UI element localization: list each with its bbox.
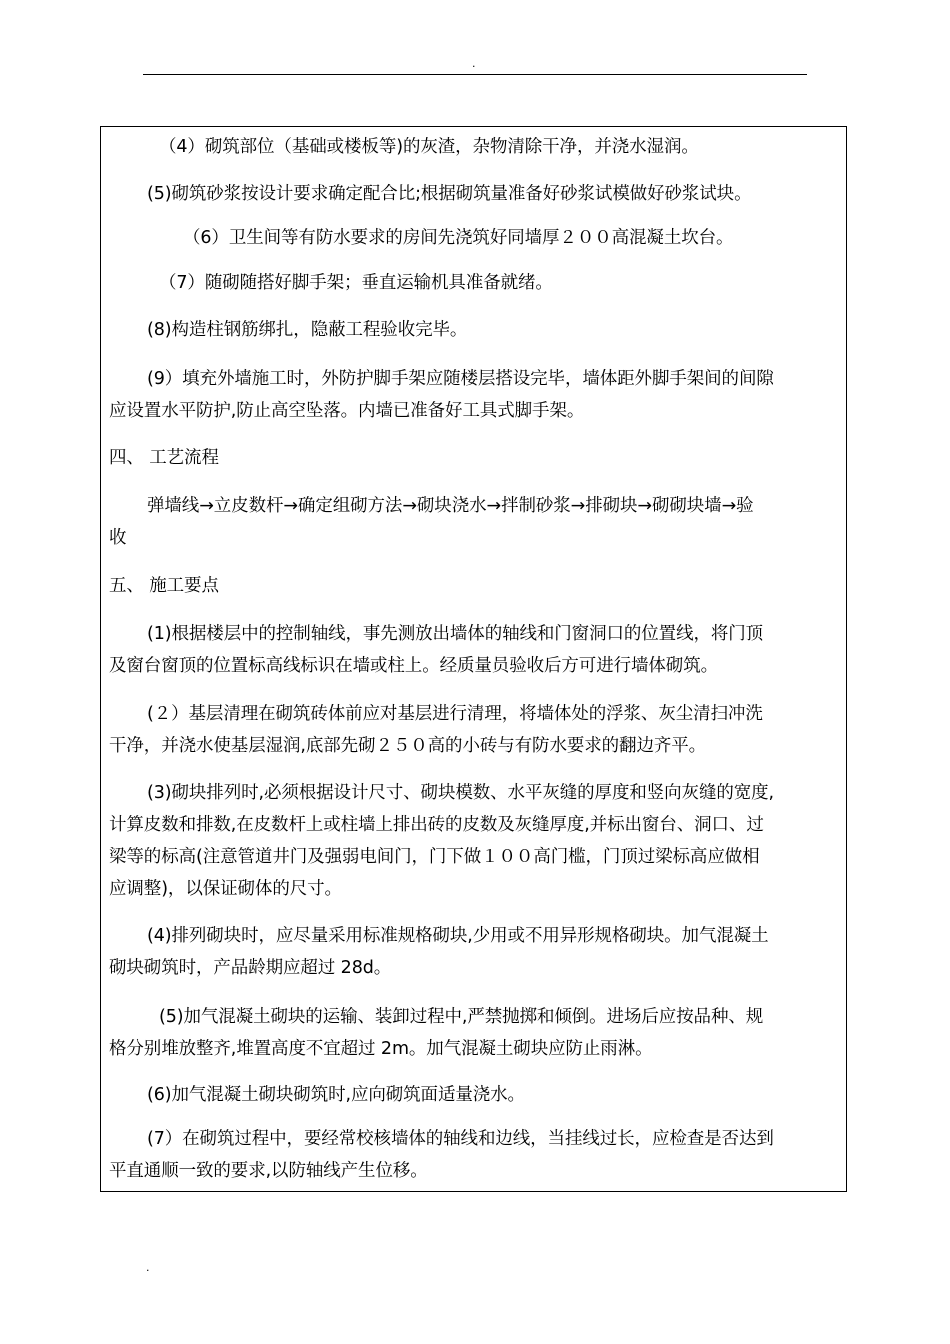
paragraph-prep-8 [109,314,841,346]
paragraph-line: (9）填充外墙施工时，外防护脚手架应随楼层搭设完毕，墙体距外脚手架间的间隙 [147,369,774,389]
paragraph-line: 梁等的标高(注意管道井门及强弱电间门，门下做１００高门槛，门顶过梁标高应做相 [109,847,760,867]
paragraph-prep-9 [109,363,841,427]
paragraph-line: (7）在砌筑过程中，要经常校核墙体的轴线和边线，当挂线过长，应检查是否达到 [147,1129,774,1149]
paragraph-line: (２）基层清理在砌筑砖体前应对基层进行清理，将墙体处的浮浆、灰尘清扫冲洗 [147,704,763,724]
paragraph-line: 砌块砌筑时，产品龄期应超过 28d。 [109,958,392,978]
paragraph-prep-7 [109,267,841,299]
header-dot: . [472,57,476,70]
paragraph-line: (5)加气混凝土砌块的运输、装卸过程中,严禁抛掷和倾倒。进场后应按品种、规 [159,1007,764,1027]
paragraph-point-4 [109,920,841,984]
section-heading-process [109,442,841,474]
header-rule [143,74,807,75]
paragraph-process-flow [109,490,841,554]
section-heading-key-points [109,570,841,602]
paragraph-line: (5)砌筑砂浆按设计要求确定配合比;根据砌筑量准备好砂浆试模做好砂浆试块。 [147,184,752,204]
paragraph-line: （7）随砌随搭好脚手架；垂直运输机具准备就绪。 [159,273,553,293]
paragraph-line: 干净，并浇水使基层湿润,底部先砌２５０高的小砖与有防水要求的翻边齐平。 [109,736,707,756]
paragraph-line: (4)排列砌块时，应尽量采用标准规格砌块,少用或不用异形规格砌块。加气混凝土 [147,926,769,946]
paragraph-line: 五、 施工要点 [109,576,219,596]
paragraph-point-7 [109,1123,841,1187]
paragraph-prep-6 [109,222,841,254]
paragraph-line: 弹墙线→立皮数杆→确定组砌方法→砌块浇水→拌制砂浆→排砌块→砌砌块墙→验 [147,496,754,516]
paragraph-line: 平直通顺一致的要求,以防轴线产生位移。 [109,1161,428,1181]
footer-dot: . [146,1261,150,1274]
paragraph-line: 及窗台窗顶的位置标高线标识在墙或柱上。经质量员验收后方可进行墙体砌筑。 [109,656,718,676]
paragraph-point-3 [109,777,841,905]
paragraph-point-2 [109,698,841,762]
paragraph-point-1 [109,618,841,682]
paragraph-line: (1)根据楼层中的控制轴线，事先测放出墙体的轴线和门窗洞口的位置线，将门顶 [147,624,764,644]
paragraph-line: (6)加气混凝土砌块砌筑时,应向砌筑面适量浇水。 [147,1085,525,1105]
paragraph-line: （4）砌筑部位（基础或楼板等)的灰渣，杂物清除干净，并浇水湿润。 [159,137,699,157]
paragraph-point-5 [109,1001,841,1065]
paragraph-line: 四、 工艺流程 [109,448,219,468]
paragraph-prep-5 [109,178,841,210]
paragraph-point-6 [109,1079,841,1111]
paragraph-line: (8)构造柱钢筋绑扎，隐蔽工程验收完毕。 [147,320,468,340]
paragraph-line: 应调整)，以保证砌体的尺寸。 [109,879,342,899]
paragraph-line: 收 [109,528,127,548]
paragraph-line: 格分别堆放整齐,堆置高度不宜超过 2m。加气混凝土砌块应防止雨淋。 [109,1039,653,1059]
paragraph-prep-4 [109,131,841,163]
paragraph-line: 应设置水平防护,防止高空坠落。内墙已准备好工具式脚手架。 [109,401,585,421]
paragraph-line: (3)砌块排列时,必须根据设计尺寸、砌块模数、水平灰缝的厚度和竖向灰缝的宽度, [147,783,775,803]
paragraph-line: 计算皮数和排数,在皮数杆上或柱墙上排出砖的皮数及灰缝厚度,并标出窗台、洞口、过 [109,815,764,835]
paragraph-line: （6）卫生间等有防水要求的房间先浇筑好同墙厚２００高混凝土坎台。 [183,228,734,248]
